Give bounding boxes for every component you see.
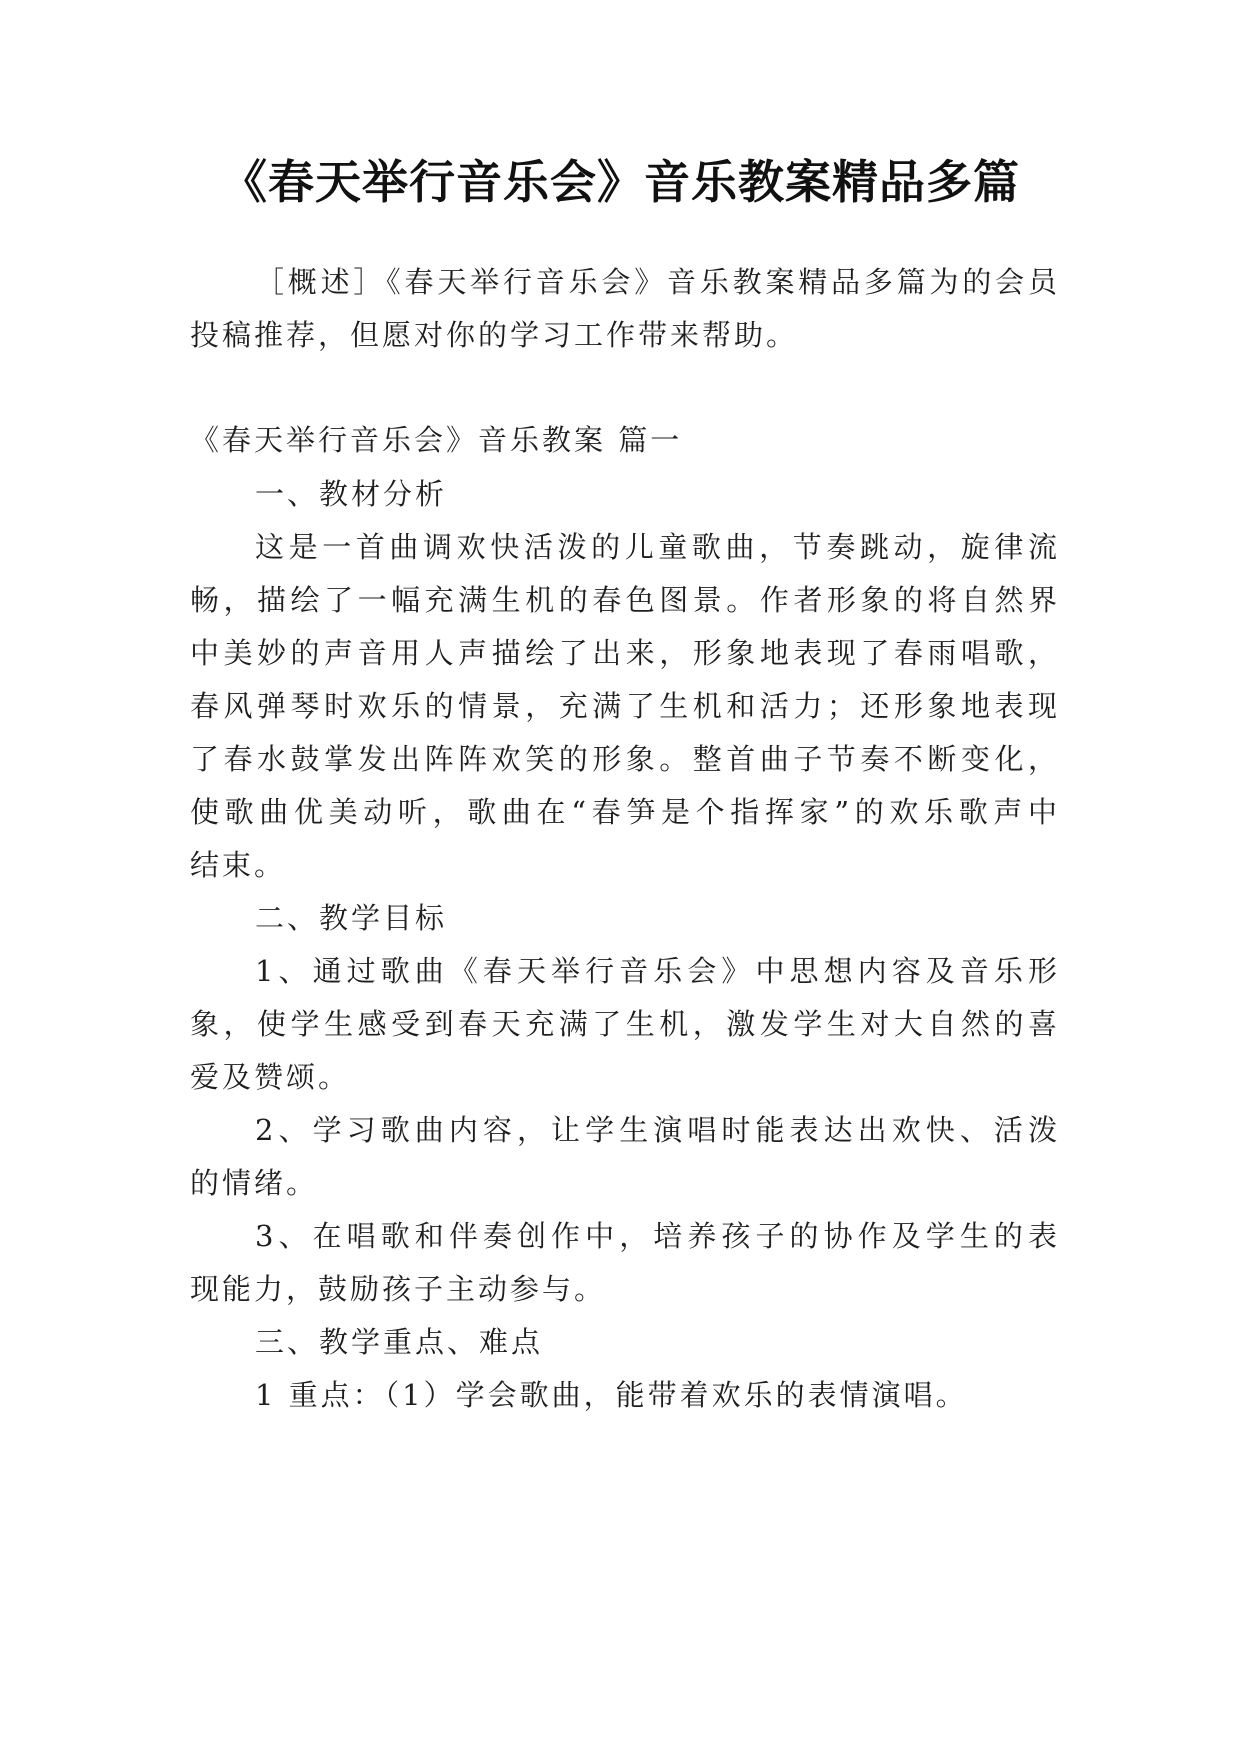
summary-line-1: ［概述］《春天举行音乐会》音乐教案精品多篇为的会员 [255,265,1060,299]
paragraph-line: 这是一首曲调欢快活泼的儿童歌曲，节奏跳动，旋律流 [255,530,1060,564]
goal-line: 2、学习歌曲内容，让学生演唱时能表达出欢快、活泼 [255,1113,1060,1147]
paragraph-line: 中美妙的声音用人声描绘了出来，形象地表现了春雨唱歌， [190,636,1060,670]
heading-textbook-analysis: 一、教材分析 [255,477,448,511]
summary-line-2: 投稿推荐，但愿对你的学习工作带来帮助。 [190,318,799,352]
key-point-line: 1 重点：（1）学会歌曲，能带着欢乐的表情演唱。 [255,1378,968,1412]
goal-line: 的情绪。 [190,1166,319,1200]
goal-line: 爱及赞颂。 [190,1060,351,1094]
section-heading-part-1: 《春天举行音乐会》音乐教案 篇一 [190,423,683,457]
paragraph-line: 使歌曲优美动听，歌曲在“春笋是个指挥家”的欢乐歌声中 [190,795,1060,829]
paragraph-line: 了春水鼓掌发出阵阵欢笑的形象。整首曲子节奏不断变化， [190,742,1060,776]
goal-line: 3、在唱歌和伴奏创作中，培养孩子的协作及学生的表 [255,1219,1060,1253]
goal-line: 象，使学生感受到春天充满了生机，激发学生对大自然的喜 [190,1007,1060,1041]
heading-teaching-goals: 二、教学目标 [255,901,448,935]
goal-line: 1、通过歌曲《春天举行音乐会》中思想内容及音乐形 [255,954,1060,988]
heading-key-points: 三、教学重点、难点 [255,1325,544,1359]
paragraph-line: 畅，描绘了一幅充满生机的春色图景。作者形象的将自然界 [190,583,1060,617]
document-title: 《春天举行音乐会》音乐教案精品多篇 [221,155,1020,209]
paragraph-line: 结束。 [190,848,287,882]
paragraph-line: 春风弹琴时欢乐的情景，充满了生机和活力；还形象地表现 [190,689,1060,723]
goal-line: 现能力，鼓励孩子主动参与。 [190,1272,607,1306]
